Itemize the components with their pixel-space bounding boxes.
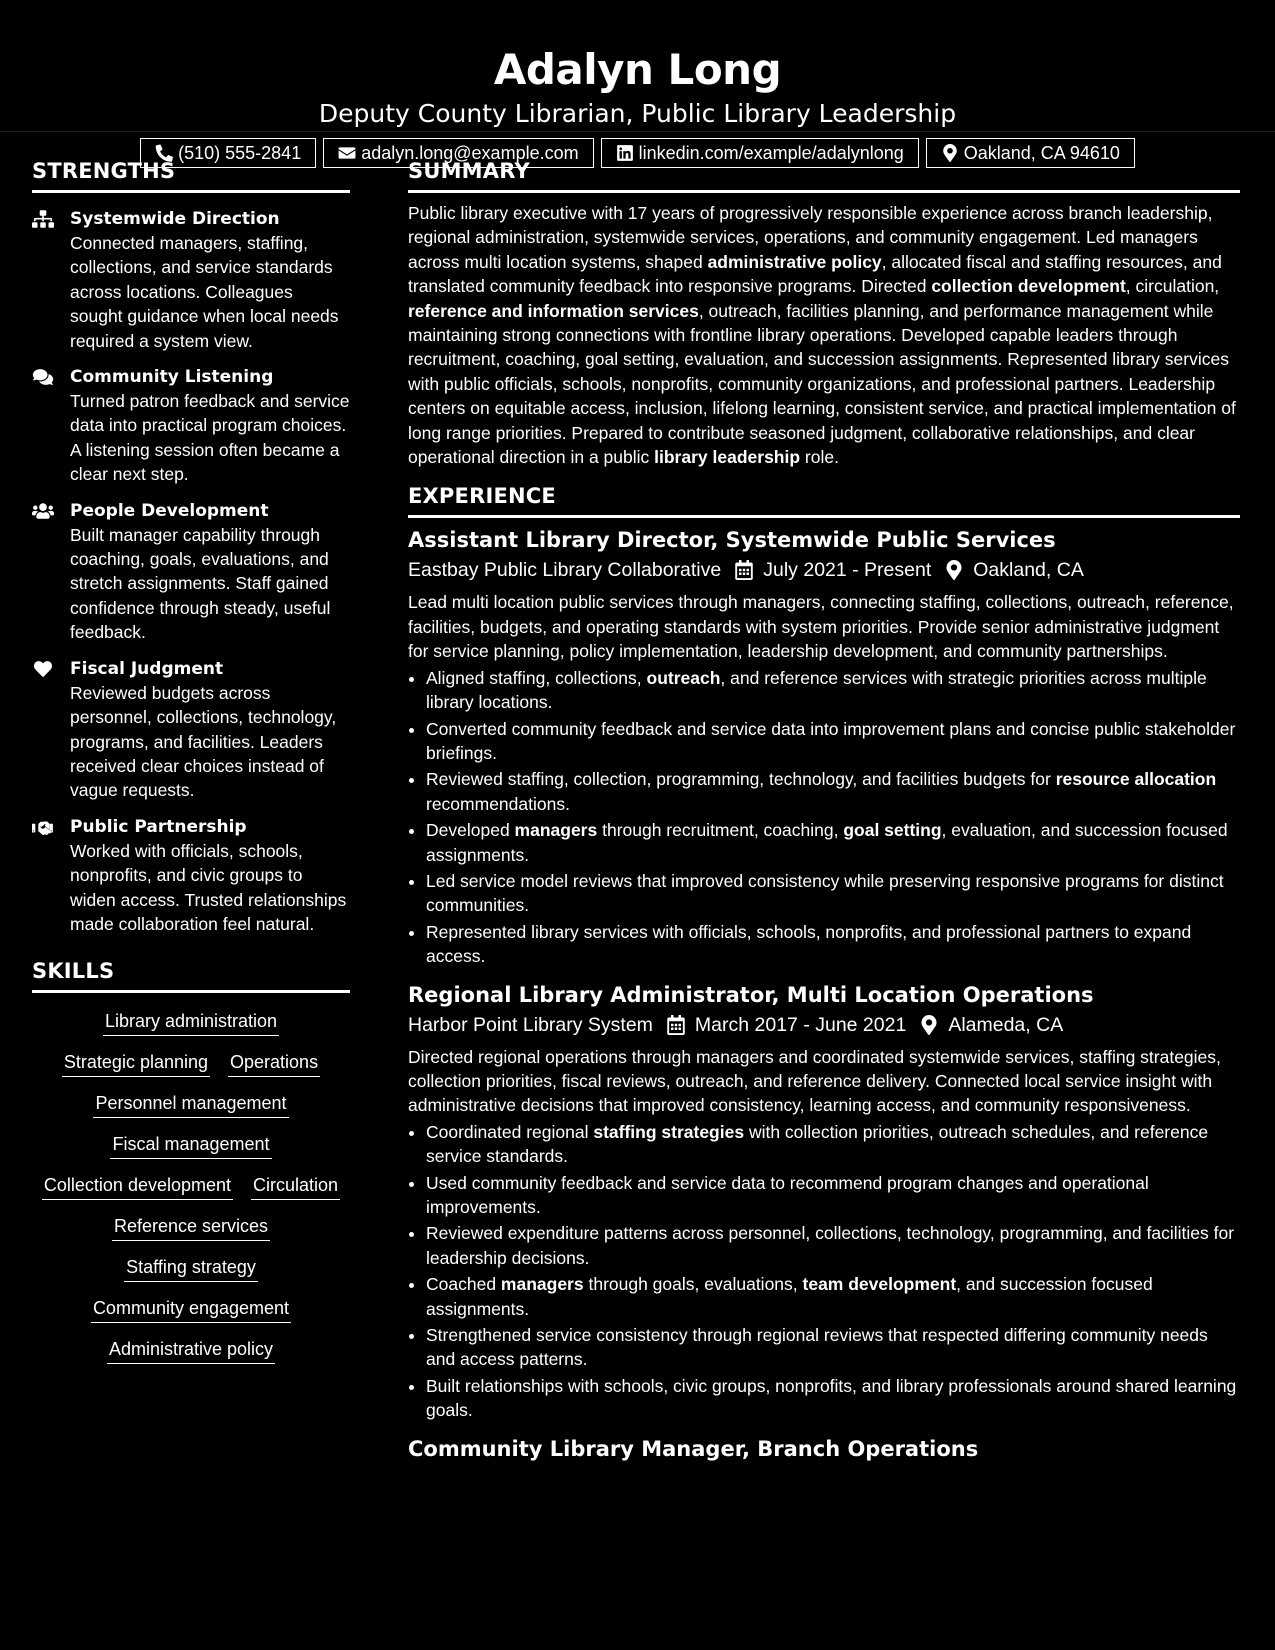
job-description: Lead multi location public services through managers, connecting staffing, collections, outreach, reference, facilities, budgets, and operating standards with system priorities. Provide senior administrative judgment for service planning, policy implementation, leadership development, and community partnerships.	[408, 592, 1234, 662]
location-text: Oakland, CA 94610	[963, 143, 1120, 163]
job-description: Directed regional operations through managers and coordinated systemwide services, staffing strategies, collection priorities, fiscal reviews, outreach, and reference delivery. Connected local service insight with administrative decisions that improved consistency, learning access, and community responsiveness.	[408, 1046, 1221, 1116]
bullet-keyword: staffing strategies	[593, 1121, 745, 1142]
bullet-text: Converted community feedback and service data into improvement plans and concise public stakeholder briefings.	[426, 718, 1236, 763]
resume-body	[0, 132, 1275, 1650]
resume-header	[0, 0, 1275, 163]
bullet-text: Represented library services with officials, schools, nonprofits, and professional partners to expand access.	[426, 921, 1192, 967]
skill-tag: Community engagement	[91, 1296, 291, 1323]
bullet-text: with collection priorities, outreach schedules, and reference service standards.	[426, 1121, 1209, 1167]
users-icon	[32, 502, 54, 520]
bullet-item	[426, 1120, 1240, 1169]
candidate-title: Deputy County Librarian, Public Library Leadership	[318, 99, 957, 128]
summary-keyword: administrative policy	[707, 251, 882, 272]
strength-item	[32, 365, 350, 487]
bullet-text: Coached	[426, 1274, 501, 1295]
strength-item	[32, 207, 350, 353]
bullet-text: Strengthened service consistency through regional reviews that respected differing community needs and access patterns.	[426, 1325, 1208, 1370]
bullet-text: Coordinated regional	[426, 1121, 594, 1142]
summary-part: , circulation,	[1125, 276, 1220, 297]
summary-keyword: library leadership	[654, 447, 801, 468]
calendar-icon	[667, 1015, 685, 1035]
skill-tag: Strategic planning	[62, 1050, 210, 1077]
bullet-text: Reviewed staffing, collection, programming, technology, and facilities budgets for	[426, 769, 1056, 790]
strength-title: Public Partnership	[70, 816, 247, 837]
job-entry	[408, 1435, 1240, 1463]
bullet-keyword: goal setting	[843, 820, 942, 841]
job-org: Harbor Point Library System	[408, 1013, 653, 1036]
summary-part: Public library executive with 17 years of progressively responsible experience across branch leadership, regional administration, systemwide services, operations, and community engagement. Led managers across multi location systems, shaped	[408, 203, 1213, 272]
bullet-keyword: managers	[514, 820, 598, 841]
summary-keyword: reference and information services	[408, 300, 699, 321]
bullet-item	[426, 666, 1240, 715]
job-org: Eastbay Public Library Collaborative	[408, 559, 722, 582]
job-meta	[408, 556, 1240, 584]
job-entry	[408, 526, 1240, 968]
skill-tag: Operations	[228, 1050, 320, 1077]
job-location: Alameda, CA	[948, 1013, 1064, 1036]
bullet-text: Developed	[426, 820, 515, 841]
job-bullets	[408, 1120, 1240, 1423]
bullet-text: , and reference services with strategic priorities across multiple library locations.	[426, 667, 1207, 713]
heart-icon	[32, 660, 54, 678]
bullet-text: recommendations.	[426, 793, 570, 814]
map-marker-icon	[920, 1015, 938, 1035]
strength-title: Systemwide Direction	[70, 209, 280, 229]
left-column	[32, 158, 350, 1364]
strength-title: People Development	[70, 500, 269, 521]
bullet-keyword: outreach	[646, 667, 721, 688]
skill-tag: Administrative policy	[107, 1337, 275, 1364]
bullet-text: through goals, evaluations,	[583, 1274, 803, 1295]
bullet-text: Built relationships with schools, civic groups, nonprofits, and library professionals around shared learning goals.	[426, 1375, 1237, 1421]
bullet-item	[426, 818, 1240, 867]
strengths-heading: STRENGTHS	[32, 158, 350, 193]
strength-desc: Turned patron feedback and service data into practical program choices. A listening session often became a clear next step.	[70, 391, 350, 485]
summary-keyword: collection development	[931, 276, 1126, 297]
skills-heading: SKILLS	[32, 958, 350, 993]
strength-desc: Worked with officials, schools, nonprofits, and civic groups to widen access. Trusted relationships made collaboration feel natural.	[70, 840, 347, 934]
candidate-name: Adalyn Long	[493, 45, 782, 94]
bullet-item	[426, 920, 1240, 969]
bullet-keyword: resource allocation	[1055, 769, 1217, 790]
job-bullets	[408, 666, 1240, 969]
summary-heading: SUMMARY	[408, 158, 1240, 193]
job-entry	[408, 981, 1240, 1423]
bullet-text: , and succession focused assignments.	[426, 1274, 1153, 1319]
right-column	[408, 158, 1240, 1463]
summary-text	[408, 201, 1240, 469]
strength-desc: Built manager capability through coaching, goals, evaluations, and stretch assignments. Staff gained confidence through steady, useful feedback.	[70, 524, 331, 643]
summary-part: , outreach, facilities planning, and performance management while maintaining strong connections with frontline library operations. Developed capable leaders through recruitment, coaching, goal setting, evaluation, and succession assignments. Represented library services with public officials, schools, nonprofits, community organizations, and professional partners. Leadership centers on equitable access, inclusion, lifelong learning, consistent service, and practical implementation of long range priorities. Prepared to contribute seasoned judgment, collaborative relationships, and clear operational direction in a public	[408, 300, 1236, 468]
bullet-text: , evaluation, and succession focused assignments.	[426, 820, 1228, 865]
bullet-text: Reviewed expenditure patterns across personnel, collections, technology, programming, and facilities for leadership decisions.	[426, 1223, 1235, 1268]
calendar-icon	[735, 560, 753, 580]
skill-tag: Library administration	[103, 1009, 279, 1036]
skill-tag: Circulation	[251, 1173, 340, 1200]
strength-desc: Connected managers, staffing, collections, and service standards across locations. Colleagues sought guidance when local needs required a system view.	[70, 233, 339, 351]
sitemap-icon	[32, 210, 54, 228]
skill-tag: Collection development	[42, 1173, 233, 1200]
bullet-item	[426, 1171, 1240, 1220]
comments-icon	[32, 368, 54, 386]
strength-item	[32, 815, 350, 937]
strength-title: Community Listening	[70, 367, 274, 388]
skill-tag: Personnel management	[93, 1091, 288, 1118]
job-location: Oakland, CA	[973, 559, 1084, 582]
bullet-text: Aligned staffing, collections,	[426, 667, 647, 688]
phone-text: (510) 555-2841	[178, 143, 302, 163]
summary-part: , allocated fiscal and staffing resources, and translated community feedback into responsive programs. Directed	[408, 251, 1222, 297]
summary-part: role.	[800, 447, 839, 468]
linkedin-text: linkedin.com/example/adalynlong	[638, 143, 904, 163]
bullet-keyword: managers	[500, 1274, 584, 1295]
bullet-item	[426, 1374, 1240, 1423]
skills-list	[32, 1009, 350, 1364]
job-title: Regional Library Administrator, Multi Location Operations	[408, 982, 1094, 1007]
job-dates: March 2017 - June 2021	[694, 1013, 907, 1036]
skill-tag: Reference services	[112, 1214, 270, 1241]
map-marker-icon	[945, 560, 963, 580]
job-meta	[408, 1011, 1240, 1039]
strength-item	[32, 499, 350, 645]
bullet-keyword: team development	[802, 1274, 957, 1295]
job-title: Assistant Library Director, Systemwide Public Services	[408, 528, 1056, 553]
bullet-text: Led service model reviews that improved consistency while preserving responsive programs for distinct communities.	[426, 870, 1224, 916]
bullet-item	[426, 1221, 1240, 1270]
strength-desc: Reviewed budgets across personnel, collections, technology, programs, and facilities. Leaders received clear choices instead of vague requests.	[70, 682, 337, 801]
strength-item	[32, 657, 350, 803]
bullet-text: through recruitment, coaching,	[597, 820, 844, 841]
bullet-item	[426, 767, 1240, 816]
job-title: Community Library Manager, Branch Operations	[408, 1436, 979, 1461]
job-dates: July 2021 - Present	[763, 559, 932, 582]
strength-title: Fiscal Judgment	[70, 658, 224, 679]
bullet-item	[426, 1323, 1240, 1372]
handshake-icon	[32, 818, 54, 836]
bullet-item	[426, 717, 1240, 766]
skill-tag: Fiscal management	[110, 1132, 271, 1159]
bullet-item	[426, 869, 1240, 918]
bullet-item	[426, 1272, 1240, 1321]
skill-tag: Staffing strategy	[124, 1255, 258, 1282]
bullet-text: Used community feedback and service data to recommend program changes and operational improvements.	[426, 1172, 1149, 1217]
experience-heading: EXPERIENCE	[408, 483, 1240, 518]
email-text: adalyn.long@example.com	[361, 143, 579, 163]
